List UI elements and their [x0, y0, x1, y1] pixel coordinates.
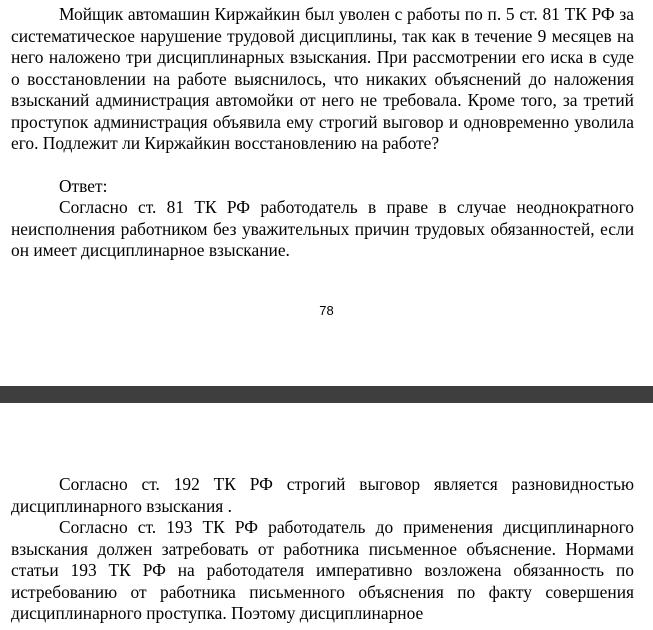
page-number: 78	[319, 303, 334, 318]
document-page-bottom	[0, 403, 653, 630]
answer-label: Ответ:	[59, 176, 108, 196]
answer-paragraph: Согласно ст. 81 ТК РФ работодатель в праве в случае неоднократного неисполнения работником без уважительных причин трудовых обязанностей, если он имеет дисциплинарное взыскание.	[11, 197, 634, 260]
page-separator	[0, 386, 653, 403]
article-192-paragraph: Согласно ст. 192 ТК РФ строгий выговор является разновидностью дисциплинарного взыскания .	[11, 474, 634, 516]
article-193-paragraph: Согласно ст. 193 ТК РФ работодатель до применения дисциплинарного взыскания должен затребовать от работника письменное объяснение. Нормами статьи 193 ТК РФ на работодателя императивно возложена обязанность по истребованию от работника письменного объяснения по факту совершения дисциплинарного проступка. Поэтому дисциплинарное	[11, 517, 634, 623]
question-paragraph: Мойщик автомашин Киржайкин был уволен с работы по п. 5 ст. 81 ТК РФ за систематическое нарушение трудовой дисциплины, так как в течение 9 месяцев на него наложено три дисциплинарных взыскания. При рассмотрении его иска в суде о восстановлении на работе выяснилось, что никаких объяснений до наложения взысканий администрация автомойки от него не требовала. Кроме того, за третий проступок администрация объявила ему строгий выговор и одновременно уволила его. Подлежит ли Киржайкин восстановлению на работе?	[11, 4, 634, 153]
